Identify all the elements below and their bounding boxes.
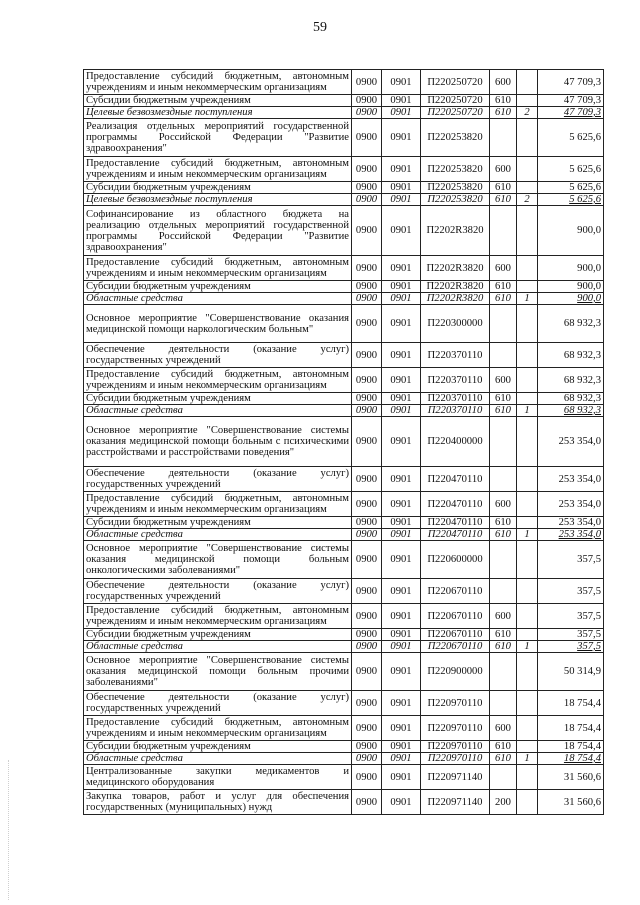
table-row (84, 741, 604, 753)
row-section-code: 0900 (352, 182, 382, 194)
row-amount: 357,5 (538, 641, 604, 653)
row-amount: 31 560,6 (538, 790, 604, 815)
row-subsection-code: 0901 (382, 157, 421, 182)
row-target-article-code: П2202R3820 (421, 293, 490, 305)
row-funding-source-code: 2 (517, 107, 538, 119)
row-target-article-code: П220971140 (421, 790, 490, 815)
row-amount: 31 560,6 (538, 765, 604, 790)
row-description: Предоставление субсидий бюджетным, автономным учреждениям и иным некоммерческим организациям (84, 256, 352, 281)
row-subsection-code: 0901 (382, 119, 421, 157)
row-expense-type-code: 610 (490, 107, 517, 119)
table-row (84, 393, 604, 405)
row-description: Целевые безвозмездные поступления (84, 107, 352, 119)
scan-margin-specks (8, 760, 13, 900)
row-section-code: 0900 (352, 765, 382, 790)
row-section-code: 0900 (352, 691, 382, 716)
row-target-article-code: П220670110 (421, 579, 490, 604)
row-target-article-code: П220670110 (421, 641, 490, 653)
row-subsection-code: 0901 (382, 194, 421, 206)
row-section-code: 0900 (352, 107, 382, 119)
row-funding-source-code (517, 417, 538, 467)
row-section-code: 0900 (352, 305, 382, 343)
row-expense-type-code: 610 (490, 753, 517, 765)
row-funding-source-code (517, 281, 538, 293)
row-amount: 900,0 (538, 206, 604, 256)
row-funding-source-code (517, 765, 538, 790)
row-funding-source-code (517, 579, 538, 604)
row-funding-source-code: 1 (517, 641, 538, 653)
table-row (84, 281, 604, 293)
row-subsection-code: 0901 (382, 753, 421, 765)
row-target-article-code: П220470110 (421, 467, 490, 492)
row-description: Предоставление субсидий бюджетным, автономным учреждениям и иным некоммерческим организациям (84, 716, 352, 741)
row-section-code: 0900 (352, 95, 382, 107)
row-target-article-code: П220300000 (421, 305, 490, 343)
budget-table-body (84, 70, 604, 815)
row-funding-source-code (517, 157, 538, 182)
row-funding-source-code (517, 653, 538, 691)
row-section-code: 0900 (352, 541, 382, 579)
row-expense-type-code: 600 (490, 157, 517, 182)
row-subsection-code: 0901 (382, 305, 421, 343)
row-subsection-code: 0901 (382, 393, 421, 405)
row-amount: 47 709,3 (538, 95, 604, 107)
table-row (84, 405, 604, 417)
row-section-code: 0900 (352, 653, 382, 691)
row-section-code: 0900 (352, 70, 382, 95)
row-expense-type-code (490, 541, 517, 579)
row-subsection-code: 0901 (382, 405, 421, 417)
table-row (84, 182, 604, 194)
row-amount: 900,0 (538, 293, 604, 305)
row-target-article-code: П220470110 (421, 492, 490, 517)
row-funding-source-code: 1 (517, 405, 538, 417)
row-subsection-code: 0901 (382, 629, 421, 641)
row-amount: 253 354,0 (538, 467, 604, 492)
row-subsection-code: 0901 (382, 604, 421, 629)
row-expense-type-code (490, 417, 517, 467)
row-target-article-code: П220900000 (421, 653, 490, 691)
row-description: Обеспечение деятельности (оказание услуг) государственных учреждений (84, 343, 352, 368)
table-row (84, 206, 604, 256)
row-funding-source-code (517, 517, 538, 529)
row-subsection-code: 0901 (382, 541, 421, 579)
table-row (84, 293, 604, 305)
row-subsection-code: 0901 (382, 107, 421, 119)
row-amount: 357,5 (538, 541, 604, 579)
row-description: Субсидии бюджетным учреждениям (84, 517, 352, 529)
table-row (84, 107, 604, 119)
row-expense-type-code (490, 765, 517, 790)
row-amount: 5 625,6 (538, 119, 604, 157)
row-section-code: 0900 (352, 604, 382, 629)
row-target-article-code: П220670110 (421, 604, 490, 629)
row-section-code: 0900 (352, 194, 382, 206)
row-expense-type-code: 610 (490, 293, 517, 305)
row-funding-source-code (517, 492, 538, 517)
row-section-code: 0900 (352, 343, 382, 368)
row-section-code: 0900 (352, 629, 382, 641)
row-description: Областные средства (84, 405, 352, 417)
table-row (84, 70, 604, 95)
row-section-code: 0900 (352, 157, 382, 182)
row-target-article-code: П220250720 (421, 107, 490, 119)
row-expense-type-code: 600 (490, 256, 517, 281)
row-target-article-code: П220971140 (421, 765, 490, 790)
row-target-article-code: П2202R3820 (421, 206, 490, 256)
row-target-article-code: П220253820 (421, 157, 490, 182)
row-expense-type-code (490, 467, 517, 492)
row-amount: 47 709,3 (538, 70, 604, 95)
row-subsection-code: 0901 (382, 641, 421, 653)
table-row (84, 517, 604, 529)
row-funding-source-code (517, 206, 538, 256)
row-subsection-code: 0901 (382, 417, 421, 467)
row-amount: 900,0 (538, 281, 604, 293)
row-amount: 900,0 (538, 256, 604, 281)
row-target-article-code: П220970110 (421, 741, 490, 753)
row-funding-source-code (517, 95, 538, 107)
row-amount: 357,5 (538, 629, 604, 641)
row-subsection-code: 0901 (382, 579, 421, 604)
table-row (84, 753, 604, 765)
row-subsection-code: 0901 (382, 790, 421, 815)
row-expense-type-code: 610 (490, 194, 517, 206)
table-row (84, 95, 604, 107)
table-row (84, 579, 604, 604)
row-funding-source-code (517, 691, 538, 716)
row-subsection-code: 0901 (382, 293, 421, 305)
row-amount: 68 932,3 (538, 343, 604, 368)
row-description: Предоставление субсидий бюджетным, автономным учреждениям и иным некоммерческим организациям (84, 604, 352, 629)
row-description: Субсидии бюджетным учреждениям (84, 281, 352, 293)
row-amount: 357,5 (538, 604, 604, 629)
row-amount: 253 354,0 (538, 492, 604, 517)
row-description: Областные средства (84, 641, 352, 653)
row-expense-type-code (490, 305, 517, 343)
table-row (84, 368, 604, 393)
row-section-code: 0900 (352, 119, 382, 157)
row-subsection-code: 0901 (382, 95, 421, 107)
row-section-code: 0900 (352, 256, 382, 281)
row-subsection-code: 0901 (382, 256, 421, 281)
row-description: Предоставление субсидий бюджетным, автономным учреждениям и иным некоммерческим организациям (84, 492, 352, 517)
row-expense-type-code: 610 (490, 405, 517, 417)
row-description: Централизованные закупки медикаментов и медицинского оборудования (84, 765, 352, 790)
row-subsection-code: 0901 (382, 281, 421, 293)
row-funding-source-code (517, 182, 538, 194)
table-row (84, 716, 604, 741)
row-target-article-code: П220970110 (421, 716, 490, 741)
table-row (84, 492, 604, 517)
row-expense-type-code (490, 119, 517, 157)
row-target-article-code: П220600000 (421, 541, 490, 579)
row-funding-source-code: 1 (517, 529, 538, 541)
table-row (84, 157, 604, 182)
row-funding-source-code: 1 (517, 753, 538, 765)
table-row (84, 641, 604, 653)
row-subsection-code: 0901 (382, 653, 421, 691)
row-section-code: 0900 (352, 529, 382, 541)
row-target-article-code: П2202R3820 (421, 281, 490, 293)
row-expense-type-code: 600 (490, 716, 517, 741)
row-subsection-code: 0901 (382, 716, 421, 741)
row-description: Целевые безвозмездные поступления (84, 194, 352, 206)
row-target-article-code: П220400000 (421, 417, 490, 467)
row-amount: 253 354,0 (538, 529, 604, 541)
row-subsection-code: 0901 (382, 343, 421, 368)
row-funding-source-code (517, 467, 538, 492)
row-description: Основное мероприятие "Совершенствование системы оказания медицинской помощи больным прочими заболеваниями" (84, 653, 352, 691)
row-target-article-code: П220253820 (421, 119, 490, 157)
row-description: Областные средства (84, 293, 352, 305)
row-funding-source-code (517, 256, 538, 281)
row-description: Предоставление субсидий бюджетным, автономным учреждениям и иным некоммерческим организациям (84, 70, 352, 95)
row-expense-type-code: 610 (490, 281, 517, 293)
row-section-code: 0900 (352, 753, 382, 765)
row-section-code: 0900 (352, 492, 382, 517)
table-row (84, 629, 604, 641)
row-target-article-code: П220253820 (421, 182, 490, 194)
row-amount: 5 625,6 (538, 182, 604, 194)
row-amount: 68 932,3 (538, 368, 604, 393)
row-description: Обеспечение деятельности (оказание услуг) государственных учреждений (84, 691, 352, 716)
row-funding-source-code (517, 305, 538, 343)
row-expense-type-code (490, 653, 517, 691)
row-amount: 5 625,6 (538, 157, 604, 182)
row-amount: 68 932,3 (538, 405, 604, 417)
row-section-code: 0900 (352, 393, 382, 405)
table-row (84, 194, 604, 206)
row-target-article-code: П2202R3820 (421, 256, 490, 281)
row-section-code: 0900 (352, 741, 382, 753)
row-subsection-code: 0901 (382, 467, 421, 492)
row-funding-source-code (517, 541, 538, 579)
row-description: Реализация отдельных мероприятий государственной программы Российской Федерации "Развитие здравоохранения" (84, 119, 352, 157)
table-row (84, 541, 604, 579)
row-amount: 50 314,9 (538, 653, 604, 691)
row-funding-source-code (517, 741, 538, 753)
table-row (84, 604, 604, 629)
row-expense-type-code (490, 579, 517, 604)
row-subsection-code: 0901 (382, 529, 421, 541)
table-row (84, 467, 604, 492)
row-section-code: 0900 (352, 641, 382, 653)
row-funding-source-code (517, 604, 538, 629)
row-funding-source-code (517, 70, 538, 95)
row-amount: 68 932,3 (538, 305, 604, 343)
row-amount: 5 625,6 (538, 194, 604, 206)
row-description: Основное мероприятие "Совершенствование системы оказания медицинской помощи больным с психическими расстройствами и расстройствами поведения" (84, 417, 352, 467)
row-expense-type-code: 600 (490, 604, 517, 629)
row-funding-source-code (517, 716, 538, 741)
row-subsection-code: 0901 (382, 517, 421, 529)
row-expense-type-code: 610 (490, 182, 517, 194)
row-funding-source-code (517, 368, 538, 393)
budget-table (83, 69, 604, 815)
row-section-code: 0900 (352, 467, 382, 492)
row-funding-source-code: 1 (517, 293, 538, 305)
row-expense-type-code (490, 206, 517, 256)
row-subsection-code: 0901 (382, 70, 421, 95)
row-expense-type-code: 600 (490, 70, 517, 95)
row-funding-source-code (517, 790, 538, 815)
row-section-code: 0900 (352, 281, 382, 293)
row-description: Субсидии бюджетным учреждениям (84, 741, 352, 753)
row-funding-source-code (517, 393, 538, 405)
row-target-article-code: П220250720 (421, 70, 490, 95)
table-row (84, 765, 604, 790)
row-section-code: 0900 (352, 517, 382, 529)
row-amount: 18 754,4 (538, 691, 604, 716)
row-subsection-code: 0901 (382, 765, 421, 790)
row-section-code: 0900 (352, 579, 382, 604)
table-row (84, 417, 604, 467)
row-expense-type-code (490, 343, 517, 368)
row-expense-type-code: 200 (490, 790, 517, 815)
row-amount: 18 754,4 (538, 741, 604, 753)
page-number: 59 (313, 20, 327, 35)
table-row (84, 305, 604, 343)
row-target-article-code: П220470110 (421, 529, 490, 541)
row-amount: 357,5 (538, 579, 604, 604)
row-subsection-code: 0901 (382, 741, 421, 753)
row-description: Софинансирование из областного бюджета на реализацию отдельных мероприятий государственной программы Российской Федерации "Развитие здравоохранения" (84, 206, 352, 256)
row-expense-type-code: 610 (490, 629, 517, 641)
row-amount: 18 754,4 (538, 716, 604, 741)
row-subsection-code: 0901 (382, 368, 421, 393)
row-expense-type-code: 600 (490, 368, 517, 393)
row-subsection-code: 0901 (382, 691, 421, 716)
row-target-article-code: П220370110 (421, 343, 490, 368)
row-target-article-code: П220970110 (421, 753, 490, 765)
table-row (84, 256, 604, 281)
row-target-article-code: П220370110 (421, 405, 490, 417)
row-expense-type-code (490, 691, 517, 716)
row-amount: 47 709,3 (538, 107, 604, 119)
row-description: Субсидии бюджетным учреждениям (84, 95, 352, 107)
row-funding-source-code (517, 343, 538, 368)
row-funding-source-code: 2 (517, 194, 538, 206)
row-target-article-code: П220370110 (421, 393, 490, 405)
row-subsection-code: 0901 (382, 182, 421, 194)
row-amount: 253 354,0 (538, 417, 604, 467)
row-section-code: 0900 (352, 790, 382, 815)
row-description: Основное мероприятие "Совершенствование оказания медицинской помощи наркологическим больным" (84, 305, 352, 343)
row-target-article-code: П220370110 (421, 368, 490, 393)
table-row (84, 343, 604, 368)
row-description: Предоставление субсидий бюджетным, автономным учреждениям и иным некоммерческим организациям (84, 368, 352, 393)
table-row (84, 529, 604, 541)
table-row (84, 653, 604, 691)
row-section-code: 0900 (352, 206, 382, 256)
row-subsection-code: 0901 (382, 492, 421, 517)
row-description: Субсидии бюджетным учреждениям (84, 182, 352, 194)
row-section-code: 0900 (352, 293, 382, 305)
row-expense-type-code: 610 (490, 95, 517, 107)
row-section-code: 0900 (352, 417, 382, 467)
row-description: Обеспечение деятельности (оказание услуг) государственных учреждений (84, 579, 352, 604)
row-expense-type-code: 610 (490, 517, 517, 529)
row-expense-type-code: 600 (490, 492, 517, 517)
row-target-article-code: П220250720 (421, 95, 490, 107)
row-description: Областные средства (84, 529, 352, 541)
row-target-article-code: П220670110 (421, 629, 490, 641)
row-amount: 253 354,0 (538, 517, 604, 529)
row-funding-source-code (517, 629, 538, 641)
row-expense-type-code: 610 (490, 529, 517, 541)
row-description: Субсидии бюджетным учреждениям (84, 629, 352, 641)
row-description: Предоставление субсидий бюджетным, автономным учреждениям и иным некоммерческим организациям (84, 157, 352, 182)
table-row (84, 691, 604, 716)
row-target-article-code: П220470110 (421, 517, 490, 529)
row-description: Закупка товаров, работ и услуг для обеспечения государственных (муниципальных) нужд (84, 790, 352, 815)
row-section-code: 0900 (352, 716, 382, 741)
row-section-code: 0900 (352, 368, 382, 393)
row-description: Обеспечение деятельности (оказание услуг) государственных учреждений (84, 467, 352, 492)
table-row (84, 790, 604, 815)
row-expense-type-code: 610 (490, 393, 517, 405)
row-subsection-code: 0901 (382, 206, 421, 256)
row-expense-type-code: 610 (490, 741, 517, 753)
row-funding-source-code (517, 119, 538, 157)
row-description: Основное мероприятие "Совершенствование системы оказания медицинской помощи больным онкологическими заболеваниями" (84, 541, 352, 579)
row-target-article-code: П220253820 (421, 194, 490, 206)
row-expense-type-code: 610 (490, 641, 517, 653)
row-section-code: 0900 (352, 405, 382, 417)
row-amount: 18 754,4 (538, 753, 604, 765)
row-description: Областные средства (84, 753, 352, 765)
row-amount: 68 932,3 (538, 393, 604, 405)
row-target-article-code: П220970110 (421, 691, 490, 716)
row-description: Субсидии бюджетным учреждениям (84, 393, 352, 405)
table-row (84, 119, 604, 157)
